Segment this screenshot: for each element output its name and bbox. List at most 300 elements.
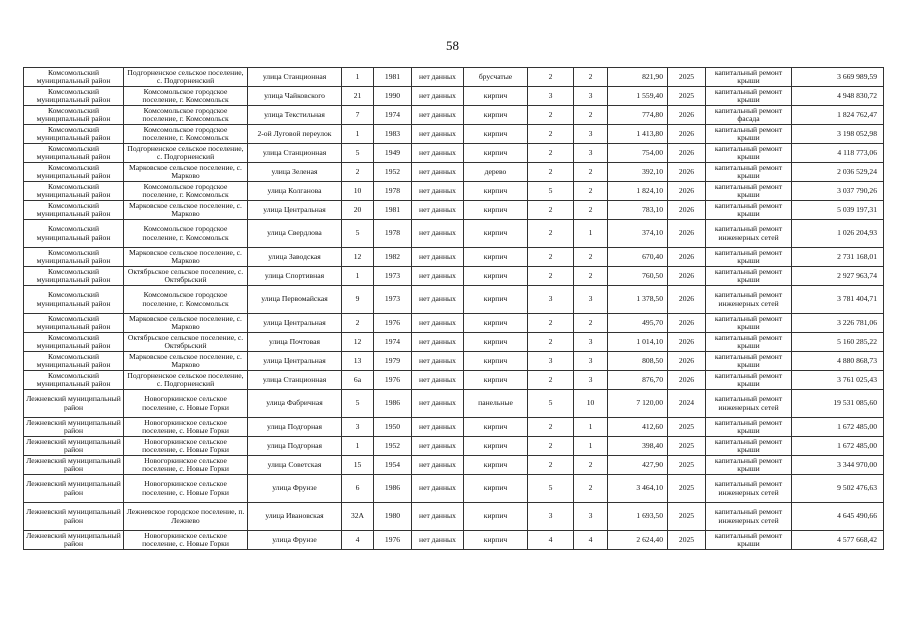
work-type-cell: капитальный ремонт крыши xyxy=(706,456,792,475)
floors-cell: 4 xyxy=(528,531,574,550)
build-year-cell: 1950 xyxy=(374,418,412,437)
work-type-cell: капитальный ремонт инженерных сетей xyxy=(706,390,792,418)
plan-year-cell: 2025 xyxy=(668,87,706,106)
district-cell: Комсомольский муниципальный район xyxy=(24,248,124,267)
table-row xyxy=(24,267,884,286)
build-year-cell: 1952 xyxy=(374,163,412,182)
wall-material-cell: кирпич xyxy=(464,314,528,333)
wall-material-cell: кирпич xyxy=(464,456,528,475)
floors-cell: 2 xyxy=(528,248,574,267)
wall-material-cell: кирпич xyxy=(464,182,528,201)
settlement-cell: Подгорненское сельское поселение, с. Подгорненский xyxy=(124,144,248,163)
area-cell: 783,10 xyxy=(608,201,668,220)
plan-year-cell: 2026 xyxy=(668,144,706,163)
settlement-cell: Подгорненское сельское поселение, с. Подгорненский xyxy=(124,68,248,87)
cost-cell: 1 026 204,93 xyxy=(792,220,884,248)
table-row xyxy=(24,106,884,125)
area-cell: 808,50 xyxy=(608,352,668,371)
plan-year-cell: 2025 xyxy=(668,418,706,437)
table-row xyxy=(24,503,884,531)
entrances-cell: 3 xyxy=(574,286,608,314)
street-cell: улица Ивановская xyxy=(248,503,342,531)
entrances-cell: 10 xyxy=(574,390,608,418)
settlement-cell: Лежневское городское поселение, п. Лежнево xyxy=(124,503,248,531)
build-year-cell: 1976 xyxy=(374,371,412,390)
street-cell: улица Свердлова xyxy=(248,220,342,248)
wall-material-cell: кирпич xyxy=(464,267,528,286)
table-row xyxy=(24,201,884,220)
area-cell: 1 559,40 xyxy=(608,87,668,106)
district-cell: Лежневский муниципальный район xyxy=(24,390,124,418)
build-year-cell: 1980 xyxy=(374,503,412,531)
data-availability-cell: нет данных xyxy=(412,182,464,201)
build-year-cell: 1973 xyxy=(374,267,412,286)
street-cell: 2-ой Луговой переулок xyxy=(248,125,342,144)
table-row xyxy=(24,125,884,144)
house-number-cell: 12 xyxy=(342,248,374,267)
table-row xyxy=(24,531,884,550)
table-row xyxy=(24,87,884,106)
wall-material-cell: кирпич xyxy=(464,371,528,390)
street-cell: улица Спортивная xyxy=(248,267,342,286)
floors-cell: 2 xyxy=(528,144,574,163)
settlement-cell: Марковское сельское поселение, с. Марково xyxy=(124,201,248,220)
plan-year-cell: 2026 xyxy=(668,106,706,125)
settlement-cell: Комсомольское городское поселение, г. Комсомольск xyxy=(124,182,248,201)
street-cell: улица Первомайская xyxy=(248,286,342,314)
floors-cell: 2 xyxy=(528,333,574,352)
settlement-cell: Комсомольское городское поселение, г. Комсомольск xyxy=(124,125,248,144)
table-row xyxy=(24,390,884,418)
street-cell: улица Центральная xyxy=(248,314,342,333)
plan-year-cell: 2025 xyxy=(668,531,706,550)
area-cell: 1 693,50 xyxy=(608,503,668,531)
table-row xyxy=(24,163,884,182)
build-year-cell: 1954 xyxy=(374,456,412,475)
wall-material-cell: брусчатые xyxy=(464,68,528,87)
wall-material-cell: кирпич xyxy=(464,144,528,163)
cost-cell: 4 118 773,06 xyxy=(792,144,884,163)
area-cell: 1 014,10 xyxy=(608,333,668,352)
area-cell: 754,00 xyxy=(608,144,668,163)
wall-material-cell: кирпич xyxy=(464,125,528,144)
data-availability-cell: нет данных xyxy=(412,418,464,437)
data-availability-cell: нет данных xyxy=(412,456,464,475)
floors-cell: 3 xyxy=(528,87,574,106)
plan-year-cell: 2026 xyxy=(668,182,706,201)
work-type-cell: капитальный ремонт крыши xyxy=(706,371,792,390)
data-availability-cell: нет данных xyxy=(412,267,464,286)
cost-cell: 3 344 970,00 xyxy=(792,456,884,475)
wall-material-cell: кирпич xyxy=(464,220,528,248)
cost-cell: 3 037 790,26 xyxy=(792,182,884,201)
area-cell: 392,10 xyxy=(608,163,668,182)
floors-cell: 2 xyxy=(528,456,574,475)
settlement-cell: Новогоркинское сельское поселение, с. Новые Горки xyxy=(124,390,248,418)
area-cell: 760,50 xyxy=(608,267,668,286)
house-number-cell: 10 xyxy=(342,182,374,201)
house-number-cell: 5 xyxy=(342,390,374,418)
cost-cell: 4 645 490,66 xyxy=(792,503,884,531)
district-cell: Лежневский муниципальный район xyxy=(24,418,124,437)
house-number-cell: 1 xyxy=(342,437,374,456)
settlement-cell: Подгорненское сельское поселение, с. Подгорненский xyxy=(124,371,248,390)
build-year-cell: 1981 xyxy=(374,68,412,87)
cost-cell: 5 039 197,31 xyxy=(792,201,884,220)
entrances-cell: 3 xyxy=(574,352,608,371)
entrances-cell: 2 xyxy=(574,106,608,125)
wall-material-cell: кирпич xyxy=(464,531,528,550)
settlement-cell: Марковское сельское поселение, с. Марково xyxy=(124,352,248,371)
district-cell: Лежневский муниципальный район xyxy=(24,531,124,550)
floors-cell: 3 xyxy=(528,352,574,371)
table-row xyxy=(24,68,884,87)
house-number-cell: 3 xyxy=(342,418,374,437)
district-cell: Комсомольский муниципальный район xyxy=(24,68,124,87)
data-availability-cell: нет данных xyxy=(412,352,464,371)
plan-year-cell: 2026 xyxy=(668,371,706,390)
area-cell: 427,90 xyxy=(608,456,668,475)
work-type-cell: капитальный ремонт крыши xyxy=(706,352,792,371)
entrances-cell: 2 xyxy=(574,475,608,503)
plan-year-cell: 2026 xyxy=(668,248,706,267)
area-cell: 670,40 xyxy=(608,248,668,267)
floors-cell: 2 xyxy=(528,418,574,437)
floors-cell: 2 xyxy=(528,437,574,456)
data-availability-cell: нет данных xyxy=(412,144,464,163)
house-number-cell: 5 xyxy=(342,220,374,248)
street-cell: улица Заводская xyxy=(248,248,342,267)
cost-cell: 4 948 830,72 xyxy=(792,87,884,106)
street-cell: улица Фрунзе xyxy=(248,531,342,550)
plan-year-cell: 2026 xyxy=(668,267,706,286)
build-year-cell: 1990 xyxy=(374,87,412,106)
data-availability-cell: нет данных xyxy=(412,248,464,267)
data-availability-cell: нет данных xyxy=(412,437,464,456)
area-cell: 1 378,50 xyxy=(608,286,668,314)
table-row xyxy=(24,144,884,163)
wall-material-cell: кирпич xyxy=(464,201,528,220)
table-row xyxy=(24,456,884,475)
work-type-cell: капитальный ремонт крыши xyxy=(706,248,792,267)
area-cell: 398,40 xyxy=(608,437,668,456)
cost-cell: 5 160 285,22 xyxy=(792,333,884,352)
entrances-cell: 1 xyxy=(574,220,608,248)
floors-cell: 2 xyxy=(528,371,574,390)
settlement-cell: Новогоркинское сельское поселение, с. Новые Горки xyxy=(124,418,248,437)
work-type-cell: капитальный ремонт крыши xyxy=(706,68,792,87)
entrances-cell: 3 xyxy=(574,503,608,531)
plan-year-cell: 2025 xyxy=(668,437,706,456)
build-year-cell: 1982 xyxy=(374,248,412,267)
entrances-cell: 3 xyxy=(574,144,608,163)
street-cell: улица Зеленая xyxy=(248,163,342,182)
house-number-cell: 2 xyxy=(342,163,374,182)
entrances-cell: 3 xyxy=(574,333,608,352)
build-year-cell: 1986 xyxy=(374,475,412,503)
table-row xyxy=(24,475,884,503)
district-cell: Комсомольский муниципальный район xyxy=(24,371,124,390)
wall-material-cell: кирпич xyxy=(464,248,528,267)
house-number-cell: 5 xyxy=(342,144,374,163)
build-year-cell: 1983 xyxy=(374,125,412,144)
settlement-cell: Комсомольское городское поселение, г. Комсомольск xyxy=(124,106,248,125)
plan-year-cell: 2026 xyxy=(668,352,706,371)
street-cell: улица Станционная xyxy=(248,144,342,163)
work-type-cell: капитальный ремонт крыши xyxy=(706,333,792,352)
floors-cell: 5 xyxy=(528,182,574,201)
street-cell: улица Фрунзе xyxy=(248,475,342,503)
area-cell: 374,10 xyxy=(608,220,668,248)
data-availability-cell: нет данных xyxy=(412,371,464,390)
data-availability-cell: нет данных xyxy=(412,87,464,106)
settlement-cell: Марковское сельское поселение, с. Марково xyxy=(124,163,248,182)
wall-material-cell: кирпич xyxy=(464,475,528,503)
table-row xyxy=(24,220,884,248)
floors-cell: 2 xyxy=(528,267,574,286)
cost-cell: 19 531 085,60 xyxy=(792,390,884,418)
cost-cell: 2 731 168,01 xyxy=(792,248,884,267)
data-availability-cell: нет данных xyxy=(412,286,464,314)
entrances-cell: 4 xyxy=(574,531,608,550)
floors-cell: 2 xyxy=(528,106,574,125)
work-type-cell: капитальный ремонт крыши xyxy=(706,437,792,456)
cost-cell: 3 669 989,59 xyxy=(792,68,884,87)
house-number-cell: 21 xyxy=(342,87,374,106)
plan-year-cell: 2026 xyxy=(668,163,706,182)
district-cell: Комсомольский муниципальный район xyxy=(24,220,124,248)
plan-year-cell: 2026 xyxy=(668,314,706,333)
settlement-cell: Комсомольское городское поселение, г. Комсомольск xyxy=(124,286,248,314)
settlement-cell: Марковское сельское поселение, с. Марково xyxy=(124,248,248,267)
table-row xyxy=(24,248,884,267)
area-cell: 2 624,40 xyxy=(608,531,668,550)
house-number-cell: 1 xyxy=(342,125,374,144)
district-cell: Лежневский муниципальный район xyxy=(24,456,124,475)
work-type-cell: капитальный ремонт крыши xyxy=(706,163,792,182)
area-cell: 821,90 xyxy=(608,68,668,87)
build-year-cell: 1973 xyxy=(374,286,412,314)
work-type-cell: капитальный ремонт инженерных сетей xyxy=(706,503,792,531)
settlement-cell: Комсомольское городское поселение, г. Комсомольск xyxy=(124,87,248,106)
work-type-cell: капитальный ремонт инженерных сетей xyxy=(706,475,792,503)
plan-year-cell: 2025 xyxy=(668,475,706,503)
table-row xyxy=(24,371,884,390)
cost-cell: 4 577 668,42 xyxy=(792,531,884,550)
entrances-cell: 1 xyxy=(574,418,608,437)
entrances-cell: 1 xyxy=(574,437,608,456)
district-cell: Комсомольский муниципальный район xyxy=(24,125,124,144)
district-cell: Комсомольский муниципальный район xyxy=(24,286,124,314)
floors-cell: 2 xyxy=(528,220,574,248)
wall-material-cell: дерево xyxy=(464,163,528,182)
cost-cell: 3 226 781,06 xyxy=(792,314,884,333)
street-cell: улица Текстильная xyxy=(248,106,342,125)
street-cell: улица Чайковского xyxy=(248,87,342,106)
work-type-cell: капитальный ремонт крыши xyxy=(706,182,792,201)
wall-material-cell: кирпич xyxy=(464,106,528,125)
house-number-cell: 13 xyxy=(342,352,374,371)
area-cell: 495,70 xyxy=(608,314,668,333)
plan-year-cell: 2025 xyxy=(668,456,706,475)
data-availability-cell: нет данных xyxy=(412,106,464,125)
settlement-cell: Октябрьское сельское поселение, с. Октябрьский xyxy=(124,267,248,286)
table-row xyxy=(24,314,884,333)
wall-material-cell: кирпич xyxy=(464,286,528,314)
table-row xyxy=(24,333,884,352)
data-availability-cell: нет данных xyxy=(412,475,464,503)
floors-cell: 2 xyxy=(528,201,574,220)
settlement-cell: Новогоркинское сельское поселение, с. Новые Горки xyxy=(124,437,248,456)
street-cell: улица Подгорная xyxy=(248,437,342,456)
floors-cell: 2 xyxy=(528,163,574,182)
work-type-cell: капитальный ремонт крыши xyxy=(706,144,792,163)
settlement-cell: Новогоркинское сельское поселение, с. Новые Горки xyxy=(124,531,248,550)
work-type-cell: капитальный ремонт крыши xyxy=(706,267,792,286)
wall-material-cell: кирпич xyxy=(464,87,528,106)
district-cell: Лежневский муниципальный район xyxy=(24,503,124,531)
house-number-cell: 20 xyxy=(342,201,374,220)
settlement-cell: Новогоркинское сельское поселение, с. Новые Горки xyxy=(124,456,248,475)
district-cell: Комсомольский муниципальный район xyxy=(24,87,124,106)
settlement-cell: Новогоркинское сельское поселение, с. Новые Горки xyxy=(124,475,248,503)
plan-year-cell: 2026 xyxy=(668,125,706,144)
build-year-cell: 1949 xyxy=(374,144,412,163)
cost-cell: 4 880 868,73 xyxy=(792,352,884,371)
cost-cell: 1 672 485,00 xyxy=(792,418,884,437)
district-cell: Комсомольский муниципальный район xyxy=(24,201,124,220)
cost-cell: 3 761 025,43 xyxy=(792,371,884,390)
work-type-cell: капитальный ремонт крыши xyxy=(706,87,792,106)
plan-year-cell: 2026 xyxy=(668,201,706,220)
cost-cell: 2 036 529,24 xyxy=(792,163,884,182)
settlement-cell: Октябрьское сельское поселение, с. Октябрьский xyxy=(124,333,248,352)
entrances-cell: 3 xyxy=(574,125,608,144)
floors-cell: 3 xyxy=(528,503,574,531)
district-cell: Комсомольский муниципальный район xyxy=(24,106,124,125)
house-number-cell: 2 xyxy=(342,314,374,333)
house-number-cell: 15 xyxy=(342,456,374,475)
work-type-cell: капитальный ремонт крыши xyxy=(706,201,792,220)
plan-year-cell: 2026 xyxy=(668,333,706,352)
data-availability-cell: нет данных xyxy=(412,201,464,220)
house-number-cell: 6а xyxy=(342,371,374,390)
street-cell: улица Станционная xyxy=(248,68,342,87)
table-row xyxy=(24,437,884,456)
cost-cell: 3 781 404,71 xyxy=(792,286,884,314)
entrances-cell: 3 xyxy=(574,371,608,390)
area-cell: 876,70 xyxy=(608,371,668,390)
data-availability-cell: нет данных xyxy=(412,163,464,182)
street-cell: улица Центральная xyxy=(248,352,342,371)
wall-material-cell: кирпич xyxy=(464,333,528,352)
house-number-cell: 9 xyxy=(342,286,374,314)
data-availability-cell: нет данных xyxy=(412,531,464,550)
wall-material-cell: кирпич xyxy=(464,418,528,437)
district-cell: Комсомольский муниципальный район xyxy=(24,144,124,163)
street-cell: улица Центральная xyxy=(248,201,342,220)
build-year-cell: 1986 xyxy=(374,390,412,418)
build-year-cell: 1978 xyxy=(374,182,412,201)
entrances-cell: 2 xyxy=(574,314,608,333)
work-type-cell: капитальный ремонт инженерных сетей xyxy=(706,286,792,314)
entrances-cell: 2 xyxy=(574,456,608,475)
entrances-cell: 3 xyxy=(574,87,608,106)
build-year-cell: 1952 xyxy=(374,437,412,456)
cost-cell: 1 672 485,00 xyxy=(792,437,884,456)
data-availability-cell: нет данных xyxy=(412,220,464,248)
entrances-cell: 2 xyxy=(574,201,608,220)
work-type-cell: капитальный ремонт крыши xyxy=(706,314,792,333)
area-cell: 774,80 xyxy=(608,106,668,125)
area-cell: 412,60 xyxy=(608,418,668,437)
area-cell: 1 413,80 xyxy=(608,125,668,144)
entrances-cell: 2 xyxy=(574,182,608,201)
street-cell: улица Советская xyxy=(248,456,342,475)
build-year-cell: 1974 xyxy=(374,106,412,125)
build-year-cell: 1978 xyxy=(374,220,412,248)
data-availability-cell: нет данных xyxy=(412,125,464,144)
plan-year-cell: 2024 xyxy=(668,390,706,418)
build-year-cell: 1976 xyxy=(374,314,412,333)
floors-cell: 5 xyxy=(528,390,574,418)
street-cell: улица Колганова xyxy=(248,182,342,201)
data-availability-cell: нет данных xyxy=(412,333,464,352)
area-cell: 1 824,10 xyxy=(608,182,668,201)
house-number-cell: 7 xyxy=(342,106,374,125)
district-cell: Комсомольский муниципальный район xyxy=(24,267,124,286)
build-year-cell: 1976 xyxy=(374,531,412,550)
plan-year-cell: 2025 xyxy=(668,503,706,531)
floors-cell: 5 xyxy=(528,475,574,503)
street-cell: улица Фабричная xyxy=(248,390,342,418)
cost-cell: 9 502 476,63 xyxy=(792,475,884,503)
house-number-cell: 1 xyxy=(342,68,374,87)
floors-cell: 2 xyxy=(528,68,574,87)
wall-material-cell: кирпич xyxy=(464,437,528,456)
table-row xyxy=(24,182,884,201)
area-cell: 7 120,00 xyxy=(608,390,668,418)
housing-repair-table xyxy=(23,67,884,550)
district-cell: Лежневский муниципальный район xyxy=(24,437,124,456)
table-row xyxy=(24,286,884,314)
build-year-cell: 1979 xyxy=(374,352,412,371)
house-number-cell: 6 xyxy=(342,475,374,503)
settlement-cell: Марковское сельское поселение, с. Марково xyxy=(124,314,248,333)
district-cell: Комсомольский муниципальный район xyxy=(24,352,124,371)
cost-cell: 3 198 052,98 xyxy=(792,125,884,144)
district-cell: Комсомольский муниципальный район xyxy=(24,163,124,182)
plan-year-cell: 2026 xyxy=(668,286,706,314)
entrances-cell: 2 xyxy=(574,267,608,286)
entrances-cell: 2 xyxy=(574,163,608,182)
work-type-cell: капитальный ремонт инженерных сетей xyxy=(706,220,792,248)
district-cell: Комсомольский муниципальный район xyxy=(24,314,124,333)
house-number-cell: 12 xyxy=(342,333,374,352)
table-row xyxy=(24,352,884,371)
wall-material-cell: кирпич xyxy=(464,352,528,371)
floors-cell: 3 xyxy=(528,286,574,314)
data-availability-cell: нет данных xyxy=(412,503,464,531)
street-cell: улица Почтовая xyxy=(248,333,342,352)
street-cell: улица Подгорная xyxy=(248,418,342,437)
area-cell: 3 464,10 xyxy=(608,475,668,503)
wall-material-cell: панельные xyxy=(464,390,528,418)
build-year-cell: 1981 xyxy=(374,201,412,220)
work-type-cell: капитальный ремонт фасада xyxy=(706,106,792,125)
floors-cell: 2 xyxy=(528,314,574,333)
data-availability-cell: нет данных xyxy=(412,68,464,87)
